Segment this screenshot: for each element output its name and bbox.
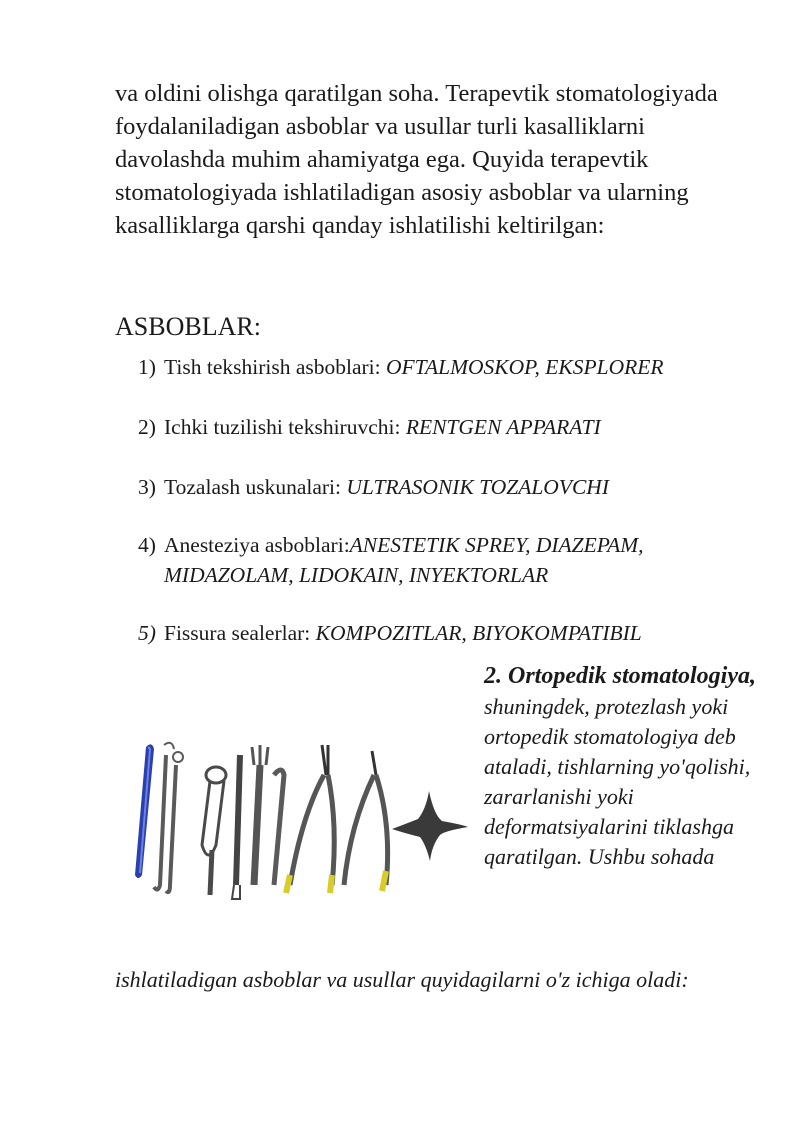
item-number: 3) (138, 475, 156, 499)
dental-probe-icon (154, 743, 183, 892)
scissors-icon (274, 770, 284, 885)
item-label: Anesteziya asboblari: (164, 533, 350, 557)
item-number: 2) (138, 415, 156, 439)
dental-mirror-icon (202, 767, 226, 895)
item-label: Fissura sealerlar: (164, 621, 316, 645)
orthopedic-title: 2. Ortopedik stomatologiya, (484, 663, 756, 689)
item-label: Tozalash uskunalari: (164, 475, 347, 499)
intro-paragraph: va oldini olishga qaratilgan soha. Terapevtik stomatologiyada foydalaniladigan asboblar va usullar turli kasalliklarni davolashda muhim ahamiyatga ega. Quyida terapevtik stomatologiyada ishlatiladigan asosiy asboblar va ularning kasalliklarga qarshi qanday ishlatilishi keltirilgan: (115, 80, 718, 239)
list-item (138, 530, 758, 590)
item-value: KOMPOZITLAR, BIYOKOMPATIBIL (315, 621, 642, 645)
section-heading: ASBOBLAR: (115, 312, 261, 341)
pliers-icon (286, 745, 334, 893)
item-value: RENTGEN APPARATI (405, 415, 601, 439)
item-label: Ichki tuzilishi tekshiruvchi: (164, 415, 406, 439)
list-item (138, 618, 758, 648)
pliers-icon (344, 751, 388, 891)
elevator-instrument-icon (232, 755, 240, 899)
list-item (138, 472, 758, 502)
dental-instruments-image (124, 735, 474, 910)
item-number: 4) (138, 533, 156, 557)
blue-handle-instrument (135, 744, 154, 878)
instrument-list (138, 352, 758, 648)
item-value: OFTALMOSKOP, EKSPLORER (385, 355, 664, 379)
item-value: ANESTETIK SPREY, DIAZEPAM, MIDAZOLAM, LIDOKAIN, INYEKTORLAR (164, 533, 644, 587)
cross-instrument-icon (392, 791, 468, 861)
item-number: 1) (138, 355, 156, 379)
forked-instrument-icon (252, 745, 268, 885)
list-item (138, 352, 758, 382)
continuation-paragraph: ishlatiladigan asboblar va usullar quyidagilarni o'z ichiga oladi: (115, 967, 689, 992)
orthopedic-section (484, 660, 764, 872)
item-label: Tish tekshirish asboblari: (164, 355, 386, 379)
item-value: ULTRASONIK TOZALOVCHI (346, 475, 609, 499)
orthopedic-paragraph: shuningdek, protezlash yoki ortopedik stomatologiya deb ataladi, tishlarning yo'qolishi, zararlanishi yoki deformatsiyalarini tiklashga qaratilgan. Ushbu sohada (484, 694, 751, 869)
list-item (138, 412, 758, 442)
item-number: 5) (138, 621, 156, 645)
